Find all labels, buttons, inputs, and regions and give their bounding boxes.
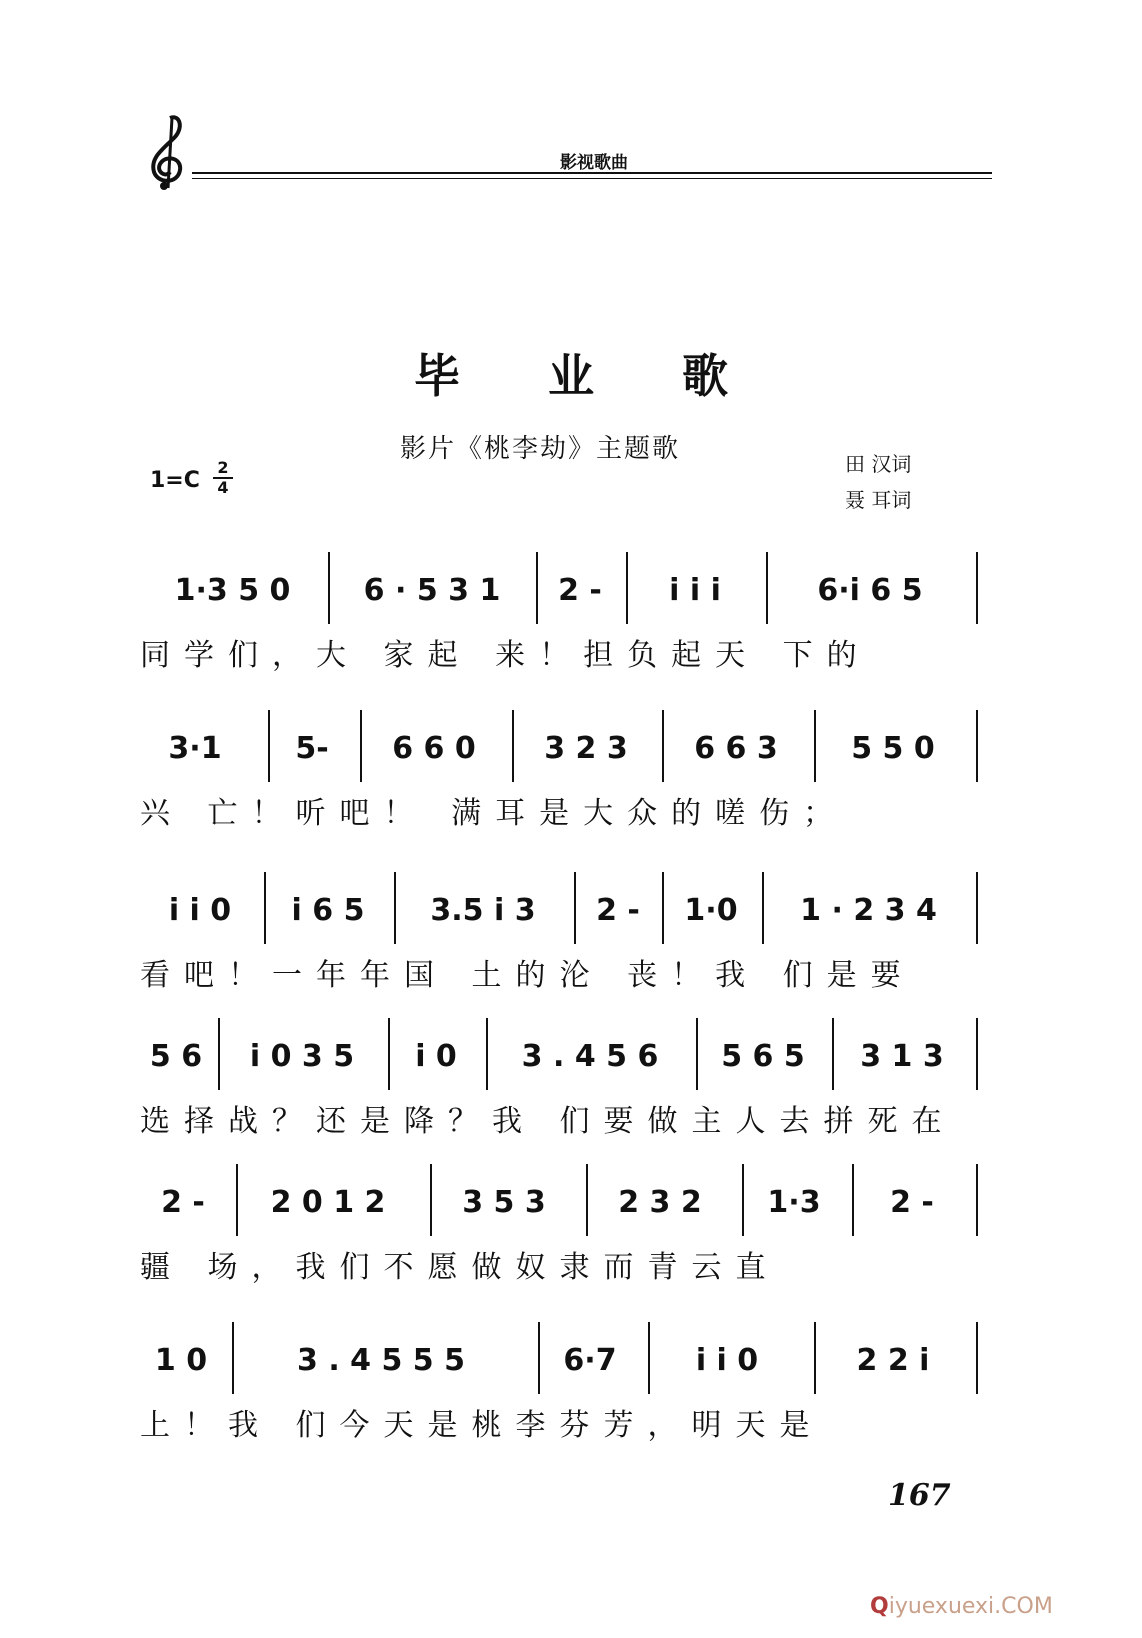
- treble-clef-icon: [140, 110, 200, 190]
- measure: 6·7: [563, 1342, 617, 1378]
- measure: 2 3 2: [618, 1184, 702, 1220]
- barline: [268, 710, 270, 782]
- barline: [832, 1018, 834, 1090]
- watermark-text: iyuexuexi.COM: [888, 1594, 1053, 1619]
- barline: [766, 552, 768, 624]
- barline: [536, 552, 538, 624]
- lyricist-credit: 田 汉词: [845, 452, 912, 476]
- composer-credit: 聂 耳词: [845, 488, 912, 512]
- measure: 3 2 3: [544, 730, 628, 766]
- measure: i 0 3 5: [249, 1038, 355, 1074]
- page-number: 167: [888, 1478, 951, 1513]
- measure: 5 6 5: [721, 1038, 805, 1074]
- measure: 3 1 3: [860, 1038, 944, 1074]
- header-rule-thin: [192, 178, 992, 179]
- time-signature: [213, 460, 233, 496]
- header-rule: [192, 172, 992, 174]
- barline: [586, 1164, 588, 1236]
- time-bottom: 4: [217, 478, 229, 497]
- barline: [232, 1322, 234, 1394]
- barline: [814, 1322, 816, 1394]
- measure: 2 -: [596, 892, 640, 928]
- watermark: [870, 1594, 1053, 1619]
- barline: [696, 1018, 698, 1090]
- barline: [218, 1018, 220, 1090]
- lyrics-line: 选择战？还是降？我 们要做主人去拼死在: [140, 1104, 956, 1139]
- measure: i 6 5: [291, 892, 365, 928]
- song-subtitle: 影片《桃李劫》主题歌: [400, 434, 681, 464]
- lyrics-line: 上！我 们今天是桃李芬芳，明天是: [140, 1408, 824, 1443]
- measure: i i 0: [168, 892, 232, 928]
- measure: 3 5 3: [462, 1184, 546, 1220]
- barline: [976, 710, 978, 782]
- measure: 2 0 1 2: [270, 1184, 386, 1220]
- measure: i i 0: [695, 1342, 759, 1378]
- barline: [430, 1164, 432, 1236]
- barline: [388, 1018, 390, 1090]
- barline: [486, 1018, 488, 1090]
- measure: 1 0: [154, 1342, 208, 1378]
- section-header: 影视歌曲: [560, 153, 628, 173]
- barline: [662, 710, 664, 782]
- lyrics-line: 疆 场，我们不愿做奴隶而青云直: [140, 1250, 780, 1285]
- song-title: 毕 业 歌: [413, 349, 765, 403]
- measure: 5-: [295, 730, 329, 766]
- barline: [360, 710, 362, 782]
- measure: 5 6: [149, 1038, 203, 1074]
- barline: [648, 1322, 650, 1394]
- barline: [236, 1164, 238, 1236]
- barline: [512, 710, 514, 782]
- barline: [538, 1322, 540, 1394]
- measure: 2 -: [558, 572, 602, 608]
- lyrics-line: 兴 亡！听吧！ 满耳是大众的嗟伤；: [140, 796, 848, 831]
- measure: 5 5 0: [851, 730, 935, 766]
- barline: [976, 1322, 978, 1394]
- measure: 3 . 4 5 6: [521, 1038, 659, 1074]
- barline: [976, 1018, 978, 1090]
- measure: i i i: [669, 572, 721, 608]
- barline: [762, 872, 764, 944]
- measure: 2 -: [161, 1184, 205, 1220]
- barline: [976, 872, 978, 944]
- barline: [742, 1164, 744, 1236]
- measure: 1 · 2 3 4: [800, 892, 937, 928]
- barline: [976, 552, 978, 624]
- measure: 2 2 i: [856, 1342, 930, 1378]
- barline: [328, 552, 330, 624]
- measure: 6·i 6 5: [817, 572, 923, 608]
- barline: [264, 872, 266, 944]
- barline: [662, 872, 664, 944]
- barline: [976, 1164, 978, 1236]
- barline: [814, 710, 816, 782]
- measure: i 0: [415, 1038, 457, 1074]
- key-signature: 1=C: [150, 468, 200, 493]
- measure: 6 6 3: [694, 730, 778, 766]
- measure: 6 · 5 3 1: [363, 572, 501, 608]
- barline: [574, 872, 576, 944]
- barline: [852, 1164, 854, 1236]
- lyrics-line: 看吧！一年年国 土的沦 丧！我 们是要: [140, 958, 915, 993]
- measure: 3 . 4 5 5 5: [297, 1342, 465, 1378]
- measure: 1·3 5 0: [174, 572, 291, 608]
- measure: 6 6 0: [392, 730, 476, 766]
- measure: 1·3: [767, 1184, 821, 1220]
- measure: 1·0: [684, 892, 738, 928]
- measure: 3.5 i 3: [430, 892, 536, 928]
- measure: 2 -: [890, 1184, 934, 1220]
- lyrics-line: 同学们，大 家起 来！担负起天 下的: [140, 638, 871, 673]
- barline: [626, 552, 628, 624]
- time-top: 2: [217, 458, 229, 477]
- barline: [394, 872, 396, 944]
- watermark-logo: Q: [870, 1594, 889, 1619]
- measure: 3·1: [168, 730, 222, 766]
